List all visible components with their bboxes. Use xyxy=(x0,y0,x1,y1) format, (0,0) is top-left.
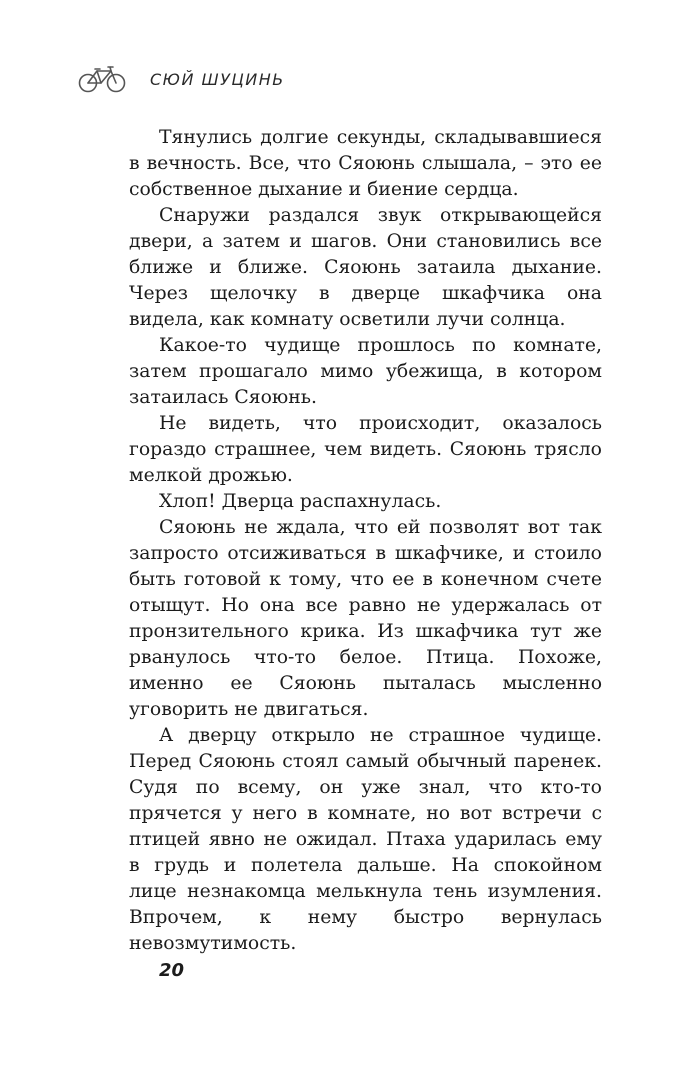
author-name: СЮЙ ШУЦИНЬ xyxy=(150,69,285,89)
paragraph: Какое-то чудище прошлось по комнате, затем прошагало мимо убежища, в котором затаилась Сяоюнь. xyxy=(129,335,602,408)
page-number: 20 xyxy=(159,960,185,981)
paragraph: Сяоюнь не ждала, что ей позволят вот так запросто отсиживаться в шкафчике, и стоило быть готовой к тому, что ее в конечном счете отыщут. Но она все равно не удержалась от пронзительного крика. Из шкафчика тут же рванулось что-то белое. Птица. Похоже, именно ее Сяоюнь пыталась мысленно уговорить не двигаться. xyxy=(129,517,602,720)
body-text xyxy=(129,125,602,957)
paragraph: Снаружи раздался звук открывающейся двери, а затем и шагов. Они становились все ближе и ближе. Сяоюнь затаила дыхание. Через щелочку в дверце шкафчика она видела, как комнату осветили лучи солнца. xyxy=(129,205,602,330)
paragraph: Не видеть, что происходит, оказалось гораздо страшнее, чем видеть. Сяоюнь трясло мелкой дрожью. xyxy=(129,413,602,486)
paragraph: Тянулись долгие секунды, складывавшиеся в вечность. Все, что Сяоюнь слышала, – это ее собственное дыхание и биение сердца. xyxy=(129,127,602,200)
bicycle-icon xyxy=(78,64,126,94)
paragraph: Хлоп! Дверца распахнулась. xyxy=(159,491,442,512)
paragraph: А дверцу открыло не страшное чудище. Перед Сяоюнь стоял самый обычный паренек. Судя по всему, он уже знал, что кто-то прячется у него в комнате, но вот встречи с птицей явно не ожидал. Птаха ударилась ему в грудь и полетела дальше. На спокойном лице незнакомца мелькнула тень изумления. Впрочем, к нему быстро вернулась невозмутимость. xyxy=(129,725,602,954)
running-header xyxy=(78,64,285,94)
